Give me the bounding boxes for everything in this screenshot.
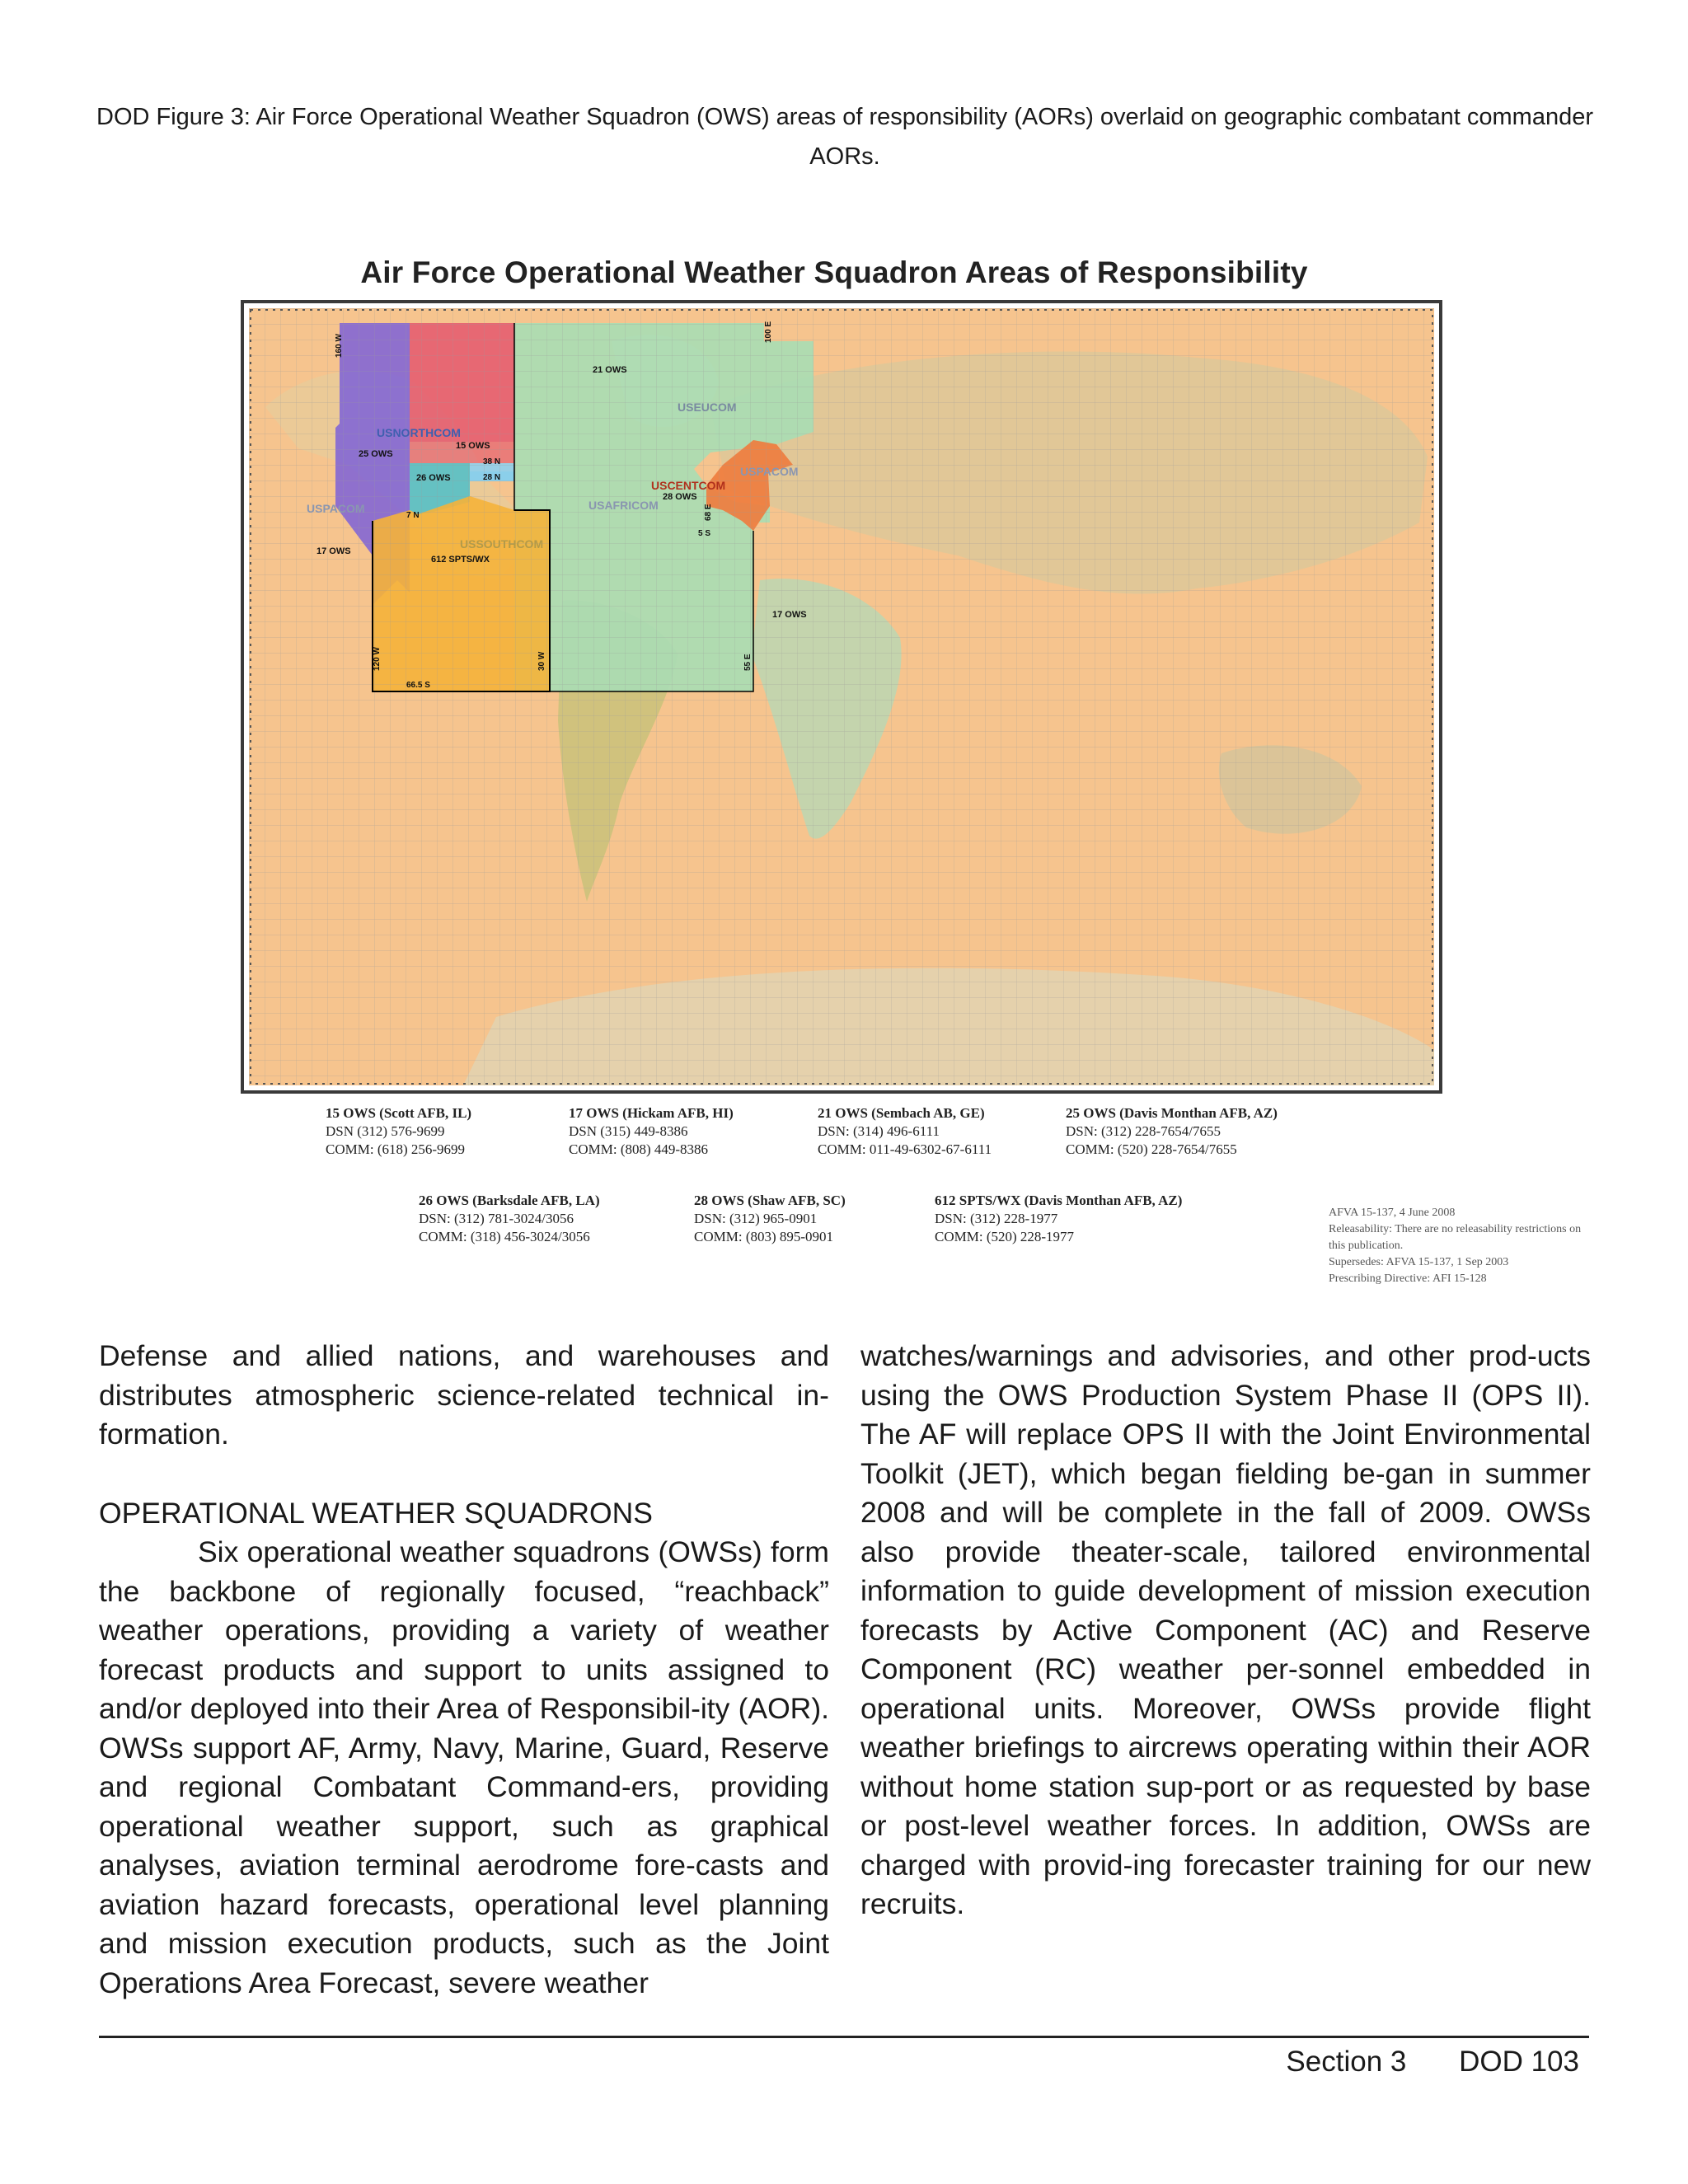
label-120w: 120 W — [373, 647, 382, 671]
label-28-ows: 28 OWS — [663, 492, 697, 502]
legend-dsn: DSN: (312) 965-0901 — [694, 1211, 818, 1226]
label-7n: 7 N — [406, 511, 420, 520]
legend-26-ows — [419, 1192, 600, 1246]
legend-comm: COMM: (808) 449-8386 — [569, 1141, 709, 1157]
right-column — [860, 1337, 1591, 1924]
section-heading: OPERATIONAL WEATHER SQUADRONS — [99, 1496, 653, 1530]
legend-comm: COMM: (520) 228-1977 — [935, 1229, 1075, 1244]
legend-name: 25 OWS (Davis Monthan AFB, AZ) — [1066, 1105, 1278, 1121]
footer-rule — [99, 2036, 1589, 2038]
label-17-ows-east: 17 OWS — [772, 610, 807, 620]
legend-612-spts — [935, 1192, 1182, 1246]
afva-line: AFVA 15-137, 4 June 2008 — [1329, 1207, 1456, 1219]
label-612-spts-wx: 612 SPTS/WX — [431, 555, 490, 565]
label-28n: 28 N — [483, 473, 501, 482]
label-17-ows-west: 17 OWS — [316, 546, 351, 556]
label-15-ows: 15 OWS — [456, 441, 490, 451]
label-68e: 68 E — [704, 504, 713, 521]
label-30w: 30 W — [537, 651, 546, 671]
legend-name: 15 OWS (Scott AFB, IL) — [326, 1105, 472, 1121]
legend-28-ows — [694, 1192, 846, 1246]
label-21-ows: 21 OWS — [593, 365, 627, 375]
label-uspacom-west: USPACOM — [307, 502, 365, 515]
map-graphic — [249, 308, 1434, 1085]
afva-notice — [1329, 1205, 1592, 1287]
legend-dsn: DSN: (314) 496-6111 — [818, 1123, 940, 1139]
legend-dsn: DSN: (312) 228-1977 — [935, 1211, 1058, 1226]
legend-name: 21 OWS (Sembach AB, GE) — [818, 1105, 985, 1121]
legend-17-ows — [569, 1104, 734, 1159]
legend-name: 28 OWS (Shaw AFB, SC) — [694, 1193, 846, 1208]
label-usnorthcom: USNORTHCOM — [377, 426, 461, 439]
afva-line: Releasability: There are no releasability restrictions on this publication. — [1329, 1223, 1582, 1252]
ows-aor-map — [241, 300, 1442, 1094]
legend-dsn: DSN: (312) 228-7654/7655 — [1066, 1123, 1221, 1139]
label-uspacom-east: USPACOM — [740, 465, 799, 478]
label-55e: 55 E — [743, 654, 753, 671]
legend-dsn: DSN (315) 449-8386 — [569, 1123, 688, 1139]
label-66-5s: 66.5 S — [406, 681, 430, 690]
legend-comm: COMM: (318) 456-3024/3056 — [419, 1229, 590, 1244]
map-title: Air Force Operational Weather Squadron Areas of Responsibility — [360, 255, 1308, 289]
paragraph: watches/warnings and advisories, and other prod-ucts using the OWS Production System Phase II (OPS II). The AF will replace OPS II with the Joint Environmental Toolkit (JET), which began fielding be-gan in summer 2008 and will be complete in the fall of 2009. OWSs also provide theater-scale, tailored environmental information to guide development of mission execution forecasts by Active Component (AC) and Reserve Component (RC) weather per-sonnel embedded in operational units. Moreover, OWSs provide flight weather briefings to aircrews operating within their AOR without home station sup-port or as requested by base or post-level weather forces. In addition, OWSs are charged with provid-ing forecaster training for our new recruits. — [860, 1339, 1591, 1920]
page-footer — [1286, 2042, 1579, 2082]
legend-name: 17 OWS (Hickam AFB, HI) — [569, 1105, 734, 1121]
afva-line: Supersedes: AFVA 15-137, 1 Sep 2003 — [1329, 1256, 1509, 1268]
legend-name: 612 SPTS/WX (Davis Monthan AFB, AZ) — [935, 1193, 1183, 1208]
label-5s: 5 S — [698, 529, 711, 538]
legend-dsn: DSN (312) 576-9699 — [326, 1123, 445, 1139]
grid-overlay — [249, 308, 1434, 1085]
afva-line: Prescribing Directive: AFI 15-128 — [1329, 1272, 1487, 1285]
label-25-ows: 25 OWS — [359, 449, 393, 459]
legend-21-ows — [818, 1104, 992, 1159]
footer-section: Section 3 — [1286, 2046, 1407, 2078]
label-38n: 38 N — [483, 457, 501, 466]
label-ussouthcom: USSOUTHCOM — [460, 537, 544, 551]
legend-comm: COMM: 011-49-6302-67-6111 — [818, 1141, 992, 1157]
legend-name: 26 OWS (Barksdale AFB, LA) — [419, 1193, 600, 1208]
label-26-ows: 26 OWS — [416, 473, 451, 483]
label-100e: 100 E — [764, 321, 773, 343]
label-uscentcom: USCENTCOM — [651, 479, 726, 492]
figure-caption: DOD Figure 3: Air Force Operational Weather Squadron (OWS) areas of responsibility (AORs) overlaid on geographic combatant commander AORs. — [96, 104, 1593, 170]
legend-25-ows — [1066, 1104, 1278, 1159]
label-useucom: USEUCOM — [678, 401, 737, 414]
legend-dsn: DSN: (312) 781-3024/3056 — [419, 1211, 574, 1226]
label-usafricom: USAFRICOM — [588, 499, 659, 512]
paragraph: Six operational weather squadrons (OWSs) form the backbone of regionally focused, “reachback” weather operations, providing a variety of weather forecast products and support to units assigned to and/or deployed into their Area of Responsibil-ity (AOR). OWSs support AF, Army, Navy, Marine, Guard, Reserve and regional Combatant Command-ers, providing operational weather support, such as graphical analyses, aviation terminal aerodrome fore-casts and aviation hazard forecasts, operational level planning and mission execution products, such as the Joint Operations Area Forecast, severe weather — [99, 1535, 829, 1999]
paragraph: Defense and allied nations, and warehouses and distributes atmospheric science-related technical in-formation. — [99, 1339, 829, 1451]
label-160w: 160 W — [335, 334, 344, 358]
footer-page-number: DOD 103 — [1459, 2046, 1579, 2078]
left-column — [99, 1337, 829, 2003]
legend-15-ows — [326, 1104, 471, 1159]
legend-comm: COMM: (618) 256-9699 — [326, 1141, 466, 1157]
legend-comm: COMM: (520) 228-7654/7655 — [1066, 1141, 1237, 1157]
legend-comm: COMM: (803) 895-0901 — [694, 1229, 834, 1244]
